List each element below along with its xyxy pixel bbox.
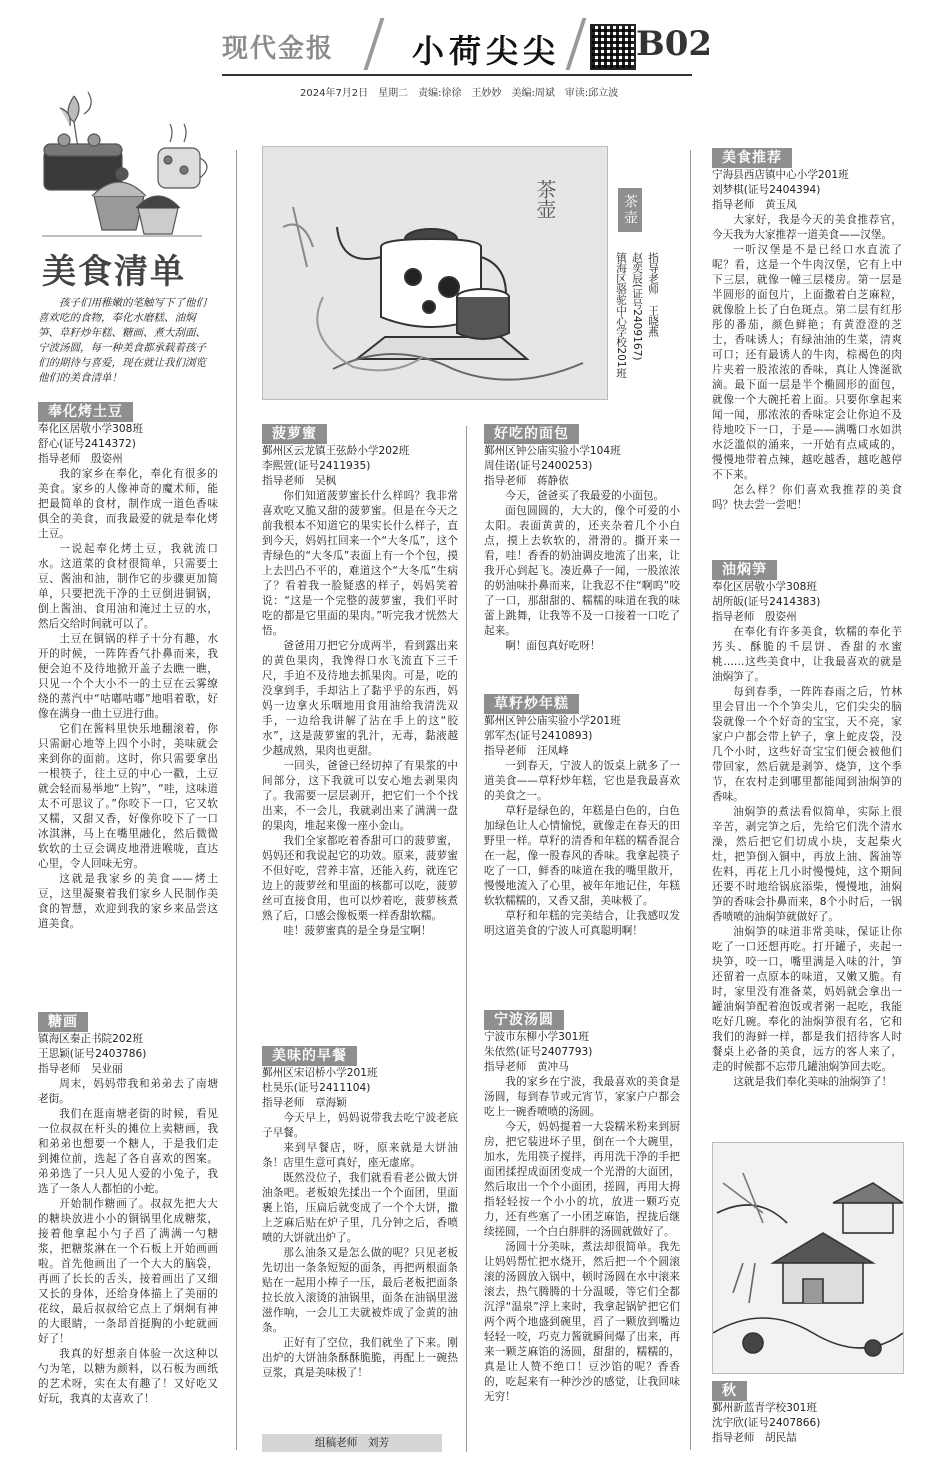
article-title: 草籽炒年糕 <box>484 694 579 714</box>
school: 镇海区秦正书院202班 <box>38 1033 143 1045</box>
paragraph: 面包圆圆的，大大的，像个可爱的小太阳。表面黄黄的，还夹杂着几个小白点，摸上去软软的，滑滑的。撕开来一看，哇！香香的奶油调皮地流了出来，让我开心到起飞。凑近鼻子一闻，一股浓浓的奶油味扑鼻而来，让我忍不住“啊呜”咬了一口，那甜甜的、糯糯的味道在我的味蕾上跳舞，让我等不及一口接着一口吃了起来。 <box>484 505 680 637</box>
artwork-school: 镇海区骆驼中心学校201班 <box>615 252 627 379</box>
artwork-author: 沈宇欣(证号2407866) <box>712 1417 821 1429</box>
column-divider <box>466 426 467 1452</box>
paragraph: 今天早上，妈妈说带我去吃宁波老底子早餐。 <box>262 1112 458 1139</box>
paragraph: 今天，妈妈提着一大袋糯米粉来到厨房，把它装进坏子里，倒在一个大碗里，加水，先用筷子搅拌，再用洗干净的手把面团揉捏成面团变成一个光滑的大面团，然后取出一个个小面团，搓圆，再用大拇指轻轻按一个小小的坑，放进一颗巧克力，还有些塞了一小团芝麻馅，捏拢后继续搓圆，一个白白胖胖的汤圆就做好了。 <box>484 1121 680 1238</box>
teapot-drawing <box>262 146 608 400</box>
school: 奉化区居敬小学308班 <box>38 423 143 435</box>
school: 鄞州区云龙镇王弦龄小学202班 <box>262 445 410 457</box>
divider-slash <box>364 18 385 70</box>
paragraph: 今天，爸爸买了我最爱的小面包。 <box>505 490 665 502</box>
column-divider <box>236 150 237 1450</box>
author: 朱依然(证号2407793) <box>484 1046 593 1058</box>
editor-note: 组稿老师 刘芳 <box>262 1434 442 1452</box>
paragraph: 开始制作糖画了。叔叔先把大大的糖块放进小小的铜锅里化成糖浆，接着他拿起小勺子舀了满满一勺糖浆，把糖浆淋在一个石板上开始画画啦。首先他画出了一个大大的脑袋，再画了长长的舌头，接着画出了又细又长的身体，还给身体描上了美丽的花纹，最后叔叔给它点上了炯炯有神的大眼睛，一条昂首挺胸的小蛇就画好了！ <box>38 1198 218 1345</box>
paragraph: 草籽是绿色的，年糕是白色的，白色加绿色让人心情愉悦，就像走在春天的田野里一样。草籽的清香和年糕的糯香混合在一起，像一股春风的香味。我拿起筷子吃了一口，鲜香的味道在我的嘴里散开，慢慢地流入了心里，被年年地记住，年糕软软糯糯的，又香又甜，美味极了。 <box>484 805 680 907</box>
paragraph: 来到早餐店，呀，原来就是大饼油条！店里生意可真好，座无虚席。 <box>262 1142 458 1169</box>
teacher: 指导老师 吴业丽 <box>38 1063 123 1075</box>
paragraph: 我们在逛南塘老街的时候，看见一位叔叔在杆头的摊位上卖糖画，我和弟弟也想要一个糖人，于是我们走到摊位前，选起了各自喜欢的图案。弟弟选了一只人见人爱的小兔子，我选了一条人人都怕的小蛇。 <box>38 1108 218 1195</box>
teacher: 指导老师 汪凤峰 <box>484 745 569 757</box>
paragraph: 这就是我们奉化美味的油焖笋了！ <box>733 1076 893 1088</box>
school: 奉化区居敬小学308班 <box>712 581 817 593</box>
teacher: 指导老师 吴枫 <box>262 475 337 487</box>
article-title: 菠萝蜜 <box>262 424 327 444</box>
paragraph: 大家好，我是今天的美食推荐官，今天我为大家推荐一道美食——汉堡。 <box>712 214 902 241</box>
paragraph: 我的家乡在宁波，我最喜欢的美食是汤圆，每到春节或元宵节，家家户户都会吃上一碗香喷喷的汤圆。 <box>484 1076 680 1118</box>
artwork-teacher: 指导老师 王晓燕 <box>647 252 659 337</box>
page-code: B02 <box>636 24 713 64</box>
article-recommend <box>712 148 902 513</box>
school: 宁海县西店镇中心小学201班 <box>712 169 849 181</box>
paragraph: 油焖笋的煮法看似简单，实际上很辛苦，剥完笋之后，先给它们洗个清水澡，然后把它们切成小块，支起柴火灶，把笋倒入铜中，再放上油、酱油等佐料，再花上几小时慢慢炖，这个期间还要不时地给锅底添柴，慢慢地，油焖笋的香味会扑鼻而来，8个小时后，一锅香喷喷的油焖笋就做好了。 <box>712 806 902 923</box>
teacher: 指导老师 殷姿州 <box>712 611 797 623</box>
dateline: 2024年7月2日 星期二 责编:徐徐 王妙妙 美编:周斌 审读:邱立波 <box>300 88 619 99</box>
paragraph: 一说起奉化烤土豆，我就流口水。这道菜的食材很简单，只需要土豆、酱油和油，制作它的步骤更加简单，只要把洗干净的土豆倒进铜锅，倒上酱油、食用油和淹过土豆的水，然后交给时间就可以了。 <box>38 543 218 630</box>
section-title: 小荷尖尖 <box>412 32 561 70</box>
feature-heading: 美食清单 <box>42 252 186 292</box>
school: 鄞州区宋诏桥小学201班 <box>262 1067 378 1079</box>
article-jackfruit <box>262 424 458 939</box>
article-title: 宁波汤圆 <box>484 1010 564 1030</box>
paragraph: 在奉化有许多美食，软糯的奉化芋艿头、酥脆的千层饼、香甜的水蜜桃……这些美食中，让我最喜欢的就是油焖笋了。 <box>712 626 902 683</box>
article-title: 美味的早餐 <box>262 1046 357 1066</box>
artwork-author: 赵奕辰(证号2409167) <box>631 252 643 361</box>
paragraph: 一回头，爸爸已经切掉了有果浆的中间部分，这下我就可以安心地去剥果肉了。我需要一层层剥开，把它们一个个找出来，不一会儿，我就剥出来了满满一盘的果肉，堆起来像一座小金山。 <box>262 760 458 832</box>
divider-slash <box>566 18 587 70</box>
article-title: 美食推荐 <box>712 148 792 168</box>
artwork-title: 茶壶 <box>618 188 642 232</box>
article-title: 油焖笋 <box>712 560 777 580</box>
paragraph: 油焖笋的味道非常美味，保证让你吃了一口还想再吃。打开罐子，夹起一块笋，咬一口，嘴里满是入味的汁，笋还留着一点原本的味道，又嫩又脆。有时，家里没有准备菜，妈妈就会拿出一罐油焖笋配着泡饭或者粥一起吃，我能吃好几碗。奉化的油焖笋很有名，它和我们的海鲜一样，都是我们招待客人时餐桌上必备的美食，远方的客人来了，走的时候都不忘带几罐油焖笋回去吃。 <box>712 926 902 1073</box>
article-sugar-painting <box>38 1012 218 1407</box>
article-roasted-potato <box>38 402 218 932</box>
artwork-inscription: 茶壶 <box>533 179 557 219</box>
author: 舒心(证号2414372) <box>38 438 136 450</box>
author: 郭军杰(证号2410893) <box>484 730 593 742</box>
artwork-teacher: 指导老师 胡民喆 <box>712 1432 797 1444</box>
paragraph: 我的家乡在奉化，奉化有很多的美食。家乡的人像神奇的魔术师，能把最简单的食材，制作成一道色香味俱全的美食，而我最爱的就是奉化烤土豆。 <box>38 468 218 540</box>
school: 鄞州区钟公庙实验小学201班 <box>484 715 621 727</box>
paragraph: 它们在酱料里快乐地翻滚着，你只需耐心地等上四个小时，美味就会来到你的面前。这时，你只需要拿出一根筷子，往土豆的中心一戳，土豆就会轻而易举地“上钩”，“哇，这味道太不可思议了。”你咬下一口，它又软又糯，又甜又香，好像你咬下了一口冰淇淋，马上在嘴里融化，然后微微软软的土豆会调皮地滑进喉咙，直达心里，令人回味无穷。 <box>38 723 218 870</box>
article-tangyuan <box>484 1010 680 1405</box>
paragraph: 草籽和年糕的完美结合，让我感叹发明这道美食的宁波人可真聪明啊！ <box>484 910 680 937</box>
article-title: 糖画 <box>38 1012 88 1032</box>
article-rice-cake <box>484 694 680 939</box>
teacher: 指导老师 蒋静依 <box>484 475 569 487</box>
desserts-illustration <box>34 88 212 248</box>
teacher: 指导老师 黄冲马 <box>484 1061 569 1073</box>
qr-code-icon[interactable] <box>590 24 636 70</box>
school: 鄞州区钟公庙实验小学104班 <box>484 445 621 457</box>
artwork-title: 秋 <box>712 1381 747 1401</box>
paragraph: 啊！面包真好吃呀！ <box>505 640 601 652</box>
paragraph: 你们知道菠萝蜜长什么样吗？我非常喜欢吃又脆又甜的菠萝蜜。但是在今天之前我根本不知道它的果实长什么样子，直到今天，妈妈扛回来一个“大冬瓜”，这个青绿色的“大冬瓜”表面上有一个个包，摸上去凹凸不平的，难道这个“大冬瓜”生病了？看着我一脸疑惑的样子，妈妈笑着说：“这是一个完整的菠萝蜜，我们平时吃的都是它里面的果肉。”听完我才恍然大悟。 <box>262 490 458 637</box>
article-title: 奉化烤土豆 <box>38 402 133 422</box>
paragraph: 这就是我家乡的美食——烤土豆，这里凝聚着我们家乡人民制作美食的智慧，欢迎到我的家乡来品尝这道美食。 <box>38 873 218 930</box>
paragraph: 那么油条又是怎么做的呢？只见老板先切出一条条短短的面条，再把两根面条贴在一起用小棒子一压，最后老板把面条拉长放入滚烫的油锅里，面条在油锅里滋滋作响，一会儿工夫就被炸成了金黄的油条。 <box>262 1247 458 1334</box>
masthead <box>0 0 934 99</box>
autumn-drawing <box>712 1142 904 1374</box>
school: 宁波市东柳小学301班 <box>484 1031 589 1043</box>
feature-intro: 孩子们用稚嫩的笔触写下了他们喜欢吃的食物，奉化水磨糕、油焖笋、草籽炒年糕、糖画、煮大刮面、宁波汤圆，每一种美食都承载着孩子们的期待与喜爱，现在就让我们浏览他们的美食清单！ <box>38 297 206 384</box>
paragraph: 我们全家都吃着香甜可口的菠萝蜜，妈妈还和我说起它的功效。原来，菠萝蜜不但好吃，营养丰富，还能入药，就连它边上的菠萝丝和里面的核都可以吃，菠萝丝可直接食用，也可以炒着吃，菠萝核煮熟了后，口感会像板栗一样香甜软糯。 <box>262 835 458 922</box>
artwork-school: 鄞州新蓝青学校301班 <box>712 1402 817 1414</box>
paragraph: 爸爸用刀把它分成两半，看到露出来的黄色果肉，我馋得口水飞流直下三千尺，手迫不及待地去抓果肉。可是，吃的没拿到手，手却沾上了黏乎乎的东西，妈妈一边拿火乐咽地用食用油给我清洗双手，一边给我讲解了沾在手上的这“胶水”，这是菠萝蜜的乳汁，无毒，黏液越少越成熟，果肉也更甜。 <box>262 640 458 757</box>
author: 刘梦棋(证号2404394) <box>712 184 821 196</box>
article-breakfast <box>262 1046 458 1381</box>
teacher: 指导老师 章海颖 <box>262 1097 347 1109</box>
paragraph: 既然没位子，我们就看看老公做大饼油条吧。老板娘先揉出一个个面团，里面裹上馅，压扁后就变成了一个个大饼，撒上芝麻后贴在炉子里，几分钟之后，香喷喷的大饼就出炉了。 <box>262 1172 458 1244</box>
author: 杜昊乐(证号2411104) <box>262 1082 371 1094</box>
paragraph: 正好有了空位，我们就坐了下来。刚出炉的大饼油条酥酥脆脆，再配上一碗热豆浆，真是美味极了！ <box>262 1337 458 1379</box>
paragraph: 汤圆十分美味，煮法却很简单。我先让妈妈帮忙把水烧开，然后把一个个圆滚滚的汤圆放入锅中，顿时汤圆在水中滚来滚去，热气腾腾的十分温暖，等它们全都沉浮“温泉”浮上来时，我拿起锅铲把它们两个两个地盛到碗里，舀了一颗放到嘴边轻轻一咬，巧克力酱就瞬间爆了出来，再来一颗芝麻馅的汤圆，甜甜的，糯糯的，真是让人赞不绝口！豆沙馅的呢？香香的，吃起来有一种沙沙的感觉，让我回味无穷！ <box>484 1241 680 1403</box>
autumn-caption <box>712 1380 902 1446</box>
column-divider <box>690 150 691 1450</box>
paragraph: 周末，妈妈带我和弟弟去了南塘老街。 <box>38 1078 218 1105</box>
paragraph: 哇！菠萝蜜真的是全身是宝啊！ <box>283 925 432 937</box>
paragraph: 一听汉堡是不是已经口水直流了呢？看，这是一个牛肉汉堡，它有上中下三层，就像一幢三层楼房。第一层是半圆形的面包片，上面撒着白芝麻粒，就像脸上长了白色斑点。第二层有红彤彤的番茄，颜色鲜艳；有黄澄澄的芝士，香味诱人；有绿油油的生菜，清爽可口；还有最诱人的牛肉，棕褐色的肉片夹着一股浓浓的香味，真让人馋涎欲滴。最下面一层是半个椭圆形的面包，就像一个大碗托着上面。只要你拿起来闻一闻，那浓浓的香味定会让你迫不及待地咬下一口，于是——满嘴口水如洪水泛滥似的涌来，一开始有点咸咸的，慢慢地带着点辣，越吃越香，越吃越停不下来。 <box>712 244 902 481</box>
article-title: 好吃的面包 <box>484 424 579 444</box>
author: 胡所皈(证号2414383) <box>712 596 821 608</box>
teacher: 指导老师 殷姿州 <box>38 453 123 465</box>
paragraph: 我真的好想亲自体验一次这种以勺为笔，以糖为颜料，以石板为画纸的艺术呀，实在太有趣了！又好吃又好玩，我真的太喜欢了！ <box>38 1348 218 1405</box>
article-braised-bamboo <box>712 560 902 1090</box>
paragraph: 每到春季，一阵阵春雨之后，竹林里会冒出一个个笋尖儿，它们尖尖的脑袋就像一个个好奇的宝宝，天不亮，家家户户都会带上铲子，拿上蛇皮袋，没几个小时，这些好奇宝宝们便会被他们带回家，然后就是剥笋、烧笋，这个季节，在农村走到哪里都能闻到油焖笋的香味。 <box>712 686 902 803</box>
masthead-rule <box>222 74 692 76</box>
paragraph: 一到春天，宁波人的饭桌上就多了一道美食——草籽炒年糕，它也是我最喜欢的美食之一。 <box>484 760 680 802</box>
teacher: 指导老师 黄玉凤 <box>712 199 797 211</box>
author: 王思颖(证号2403786) <box>38 1048 147 1060</box>
author: 李熙萱(证号2411935) <box>262 460 371 472</box>
article-bread <box>484 424 680 654</box>
paragraph: 怎么样？你们喜欢我推荐的美食吗？快去尝一尝吧！ <box>712 484 902 511</box>
paragraph: 土豆在铜锅的样子十分有趣，水开的时候，一阵阵香气扑鼻而来，我便会迫不及待地掀开盖子去瞧一瞧，只见一个个大小不一的土豆在云雾缭绕的蒸汽中“咕嘟咕嘟”地唱着歌，好像在满身一曲土豆进行曲。 <box>38 633 218 720</box>
author: 周佳诺(证号2400253) <box>484 460 593 472</box>
newspaper-name: 现代金报 <box>222 34 335 64</box>
